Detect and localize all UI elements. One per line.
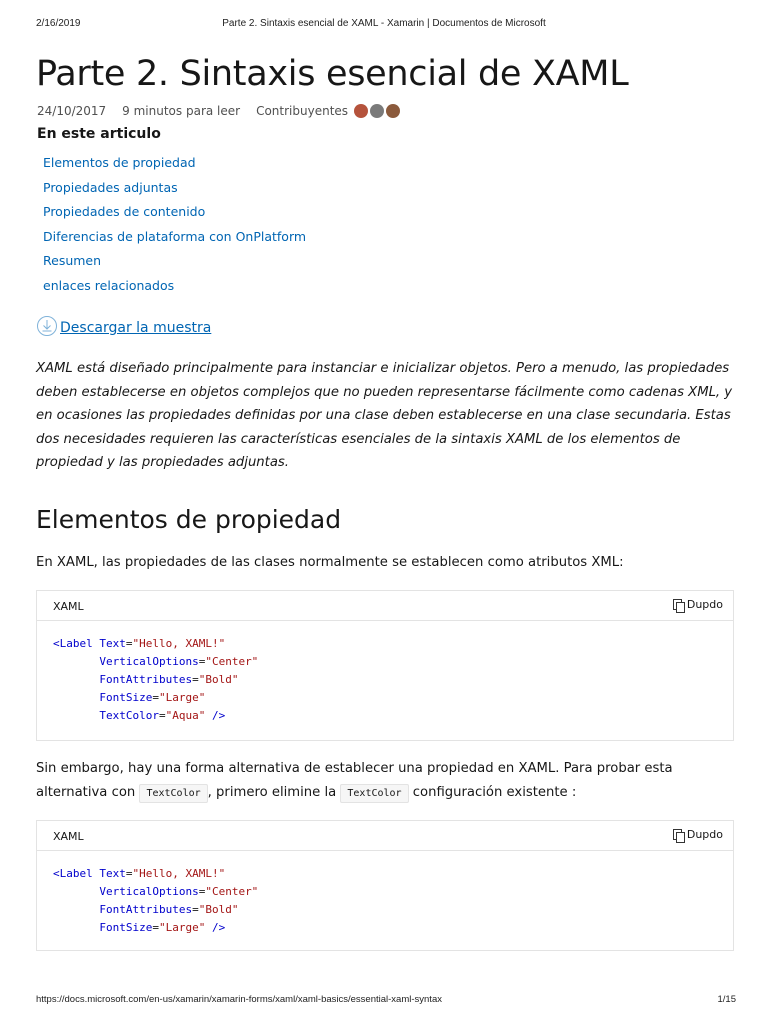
code-attr-value: "Bold" [198, 673, 239, 686]
toc-list [43, 155, 306, 302]
paragraph-text: configuración existente : [408, 785, 577, 800]
code-attr-value: "Hello, XAML!" [132, 637, 226, 650]
code-attr-name: FontSize [99, 691, 153, 704]
print-date: 2/16/2019 [36, 18, 81, 29]
page-number: 1/15 [717, 994, 736, 1005]
toc-link-propiedades-de-contenido[interactable]: Propiedades de contenido [43, 204, 206, 219]
code-attr-name: TextColor [99, 709, 159, 722]
copy-button[interactable] [673, 828, 723, 841]
code-attr-value: "Large" [158, 691, 206, 704]
code-attr-value: "Aqua" [165, 709, 206, 722]
code-attr-value: "Center" [205, 655, 259, 668]
code-attr-value: "Center" [205, 885, 259, 898]
section-paragraph-2 [36, 757, 736, 806]
code-tag-close: /> [211, 921, 226, 934]
code-language-label: XAML [53, 830, 84, 843]
code-tag-close: /> [211, 709, 226, 722]
download-sample-link[interactable] [36, 311, 211, 337]
code-block-header [37, 591, 733, 621]
section-heading-elementos-de-propiedad: Elementos de propiedad [36, 505, 342, 534]
code-attr-name: FontAttributes [99, 903, 193, 916]
toc-heading: En este articulo [37, 126, 161, 142]
page-title: Parte 2. Sintaxis esencial de XAML [36, 54, 629, 94]
code-attr-name: FontSize [99, 921, 153, 934]
toc-link-resumen[interactable]: Resumen [43, 253, 102, 268]
code-block-1 [36, 590, 734, 741]
code-attr-value: "Hello, XAML!" [132, 867, 226, 880]
code-block-header [37, 821, 733, 851]
code-language-label: XAML [53, 600, 84, 613]
code-attr-name: VerticalOptions [99, 885, 199, 898]
code-content: <Label Text="Hello, XAML!" VerticalOptions="Center" FontAttributes="Bold" FontSize="Large" TextColor="Aqua" /> [53, 637, 259, 722]
avatar[interactable] [354, 104, 368, 118]
code-attr-name: FontAttributes [99, 673, 193, 686]
copy-button-label: Dupdo [686, 828, 723, 841]
code-tag-open: <Label [53, 867, 93, 880]
code-attr-name: VerticalOptions [99, 655, 199, 668]
copy-button-label: Dupdo [686, 598, 723, 611]
print-page-title: Parte 2. Sintaxis esencial de XAML - Xamarin | Documentos de Microsoft [222, 18, 546, 29]
code-attr-value: "Bold" [198, 903, 239, 916]
code-attr-name: Text [99, 637, 126, 650]
toc-link-diferencias-de-plataforma[interactable]: Diferencias de plataforma con OnPlatform [43, 228, 307, 244]
contributor-avatars [354, 104, 400, 118]
inline-code-textcolor: TextColor [340, 784, 408, 803]
toc-link-elementos-de-propiedad[interactable]: Elementos de propiedad [43, 155, 196, 170]
toc-link-enlaces-relacionados[interactable]: enlaces relacionados [43, 277, 175, 293]
article-date: 24/10/2017 [37, 104, 107, 118]
copy-icon [673, 829, 684, 841]
copy-icon [673, 599, 684, 611]
code-content: <Label Text="Hello, XAML!" VerticalOptions="Center" FontAttributes="Bold" FontSize="Large" /> [53, 867, 259, 934]
code-attr-value: "Large" [158, 921, 206, 934]
code-attr-name: Text [99, 867, 126, 880]
toc-link-propiedades-adjuntas[interactable]: Propiedades adjuntas [43, 179, 178, 195]
copy-button[interactable] [673, 598, 723, 611]
download-sample-label[interactable]: Descargar la muestra [60, 320, 212, 336]
intro-paragraph: XAML está diseñado principalmente para instanciar e inicializar objetos. Pero a menudo, las propiedades deben establecerse en objetos complejos que no pueden representarse fácilmente como cadenas XML, y en ocasiones las propiedades definidas por una clase deben establecerse en una clase secundaria. Estas dos necesidades requieren las características esenciales de la sintaxis XAML de los elementos de propiedad y las propiedades adjuntas. [36, 361, 733, 470]
inline-code-textcolor: TextColor [139, 784, 207, 803]
section-paragraph-1: En XAML, las propiedades de las clases normalmente se establecen como atributos XML: [36, 555, 624, 570]
article-meta [37, 103, 400, 119]
paragraph-text: , primero elimine la [207, 785, 341, 800]
avatar[interactable] [386, 104, 400, 118]
code-block-2 [36, 820, 734, 951]
avatar[interactable] [370, 104, 384, 118]
paragraph-text: Sin embargo, hay una forma alternativa de establecer una propiedad en XAML. Para probar esta alternativa con [36, 761, 673, 800]
read-time: 9 minutos para leer [122, 104, 241, 118]
contributors-label[interactable]: Contribuyentes [256, 104, 349, 118]
download-icon [36, 315, 58, 337]
code-tag-open: <Label [53, 637, 93, 650]
print-footer [0, 994, 768, 1006]
print-url: https://docs.microsoft.com/en-us/xamarin/xamarin-forms/xaml/xaml-basics/essential-xaml-syntax [36, 994, 442, 1005]
print-header [0, 18, 768, 32]
